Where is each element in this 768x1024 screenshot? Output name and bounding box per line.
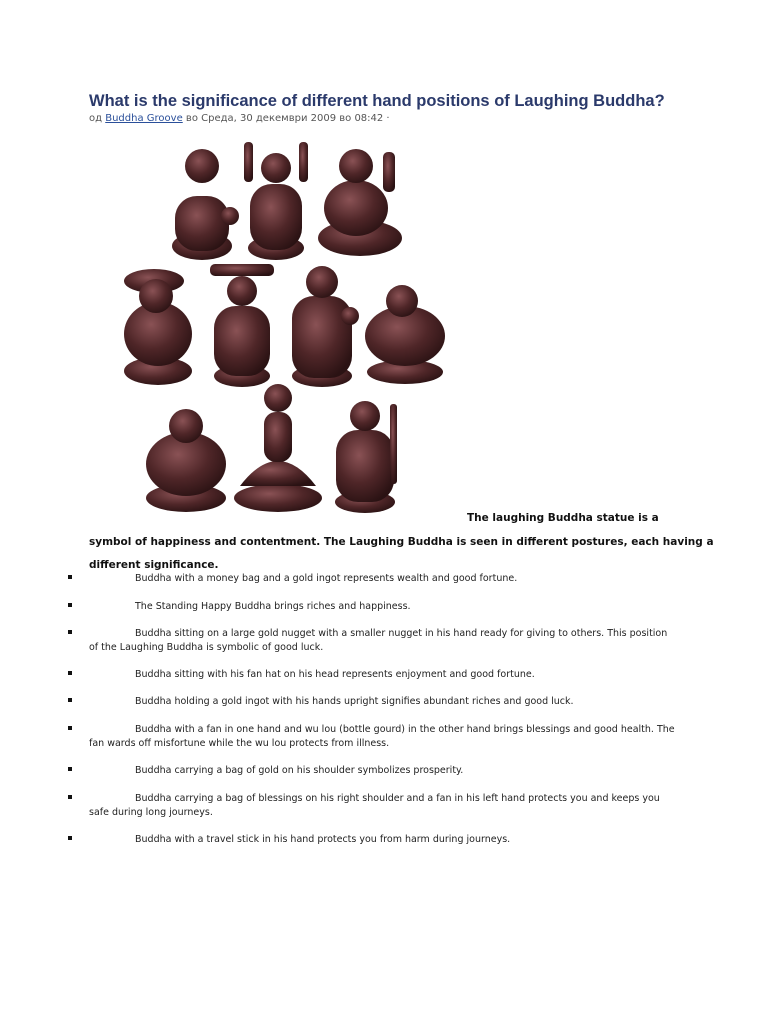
statue-money-bag [172,149,239,260]
bullet-icon [68,836,72,840]
statues-illustration [90,136,465,524]
statue-standing [244,142,308,260]
bullet-icon [68,603,72,607]
list-item-text: Buddha sitting with his fan hat on his head represents enjoyment and good fortune. [135,669,535,680]
statue-gold-ingot [210,264,274,387]
bullet-icon [68,630,72,634]
list-item-text: Buddha carrying a bag of gold on his shoulder symbolizes prosperity. [135,765,464,776]
statue-gold-nugget [318,149,402,256]
statue-sitting-happy [146,409,226,512]
statue-bag-of-gold [365,285,445,384]
statue-meditating [234,384,322,512]
bullet-icon [68,726,72,730]
author-link[interactable]: Buddha Groove [105,113,183,124]
list-item-text: Buddha carrying a bag of blessings on his right shoulder and a fan in his left hand protects you and keeps you safe during long journeys. [89,793,660,818]
bullet-icon [68,767,72,771]
bullet-icon [68,698,72,702]
post-byline [89,113,390,124]
bullet-icon [68,795,72,799]
buddha-statues-photo [90,136,465,524]
intro-text-line2: symbol of happiness and contentment. The Laughing Buddha is seen in different postures, each having a [89,536,714,548]
post-title: What is the significance of different hand positions of Laughing Buddha? [89,92,665,110]
statue-travel-stick [335,401,397,513]
byline-prefix: од [89,113,103,124]
list-item-text: Buddha holding a gold ingot with his hands upright signifies abundant riches and good luck. [135,696,574,707]
bullet-icon [68,671,72,675]
byline-date: во Среда, 30 декември 2009 во 08:42 · [185,113,390,124]
list-item-text: Buddha with a money bag and a gold ingot represents wealth and good fortune. [135,573,518,584]
list-item-text: Buddha with a travel stick in his hand protects you from harm during journeys. [135,834,511,845]
intro-text-line1: The laughing Buddha statue is a [467,512,659,524]
list-item-text: The Standing Happy Buddha brings riches and happiness. [135,601,411,612]
statue-fan-hat [124,269,192,385]
bullet-icon [68,575,72,579]
statue-fan-wu-lou [292,266,359,387]
list-item-text: Buddha sitting on a large gold nugget with a smaller nugget in his hand ready for giving to others. This position of the Laughing Buddha is symbolic of good luck. [89,628,668,653]
list-item-text: Buddha with a fan in one hand and wu lou (bottle gourd) in the other hand brings blessings and good health. The fan wards off misfortune while the wu lou protects from illness. [89,724,675,749]
intro-text-line3: different significance. [89,559,219,571]
